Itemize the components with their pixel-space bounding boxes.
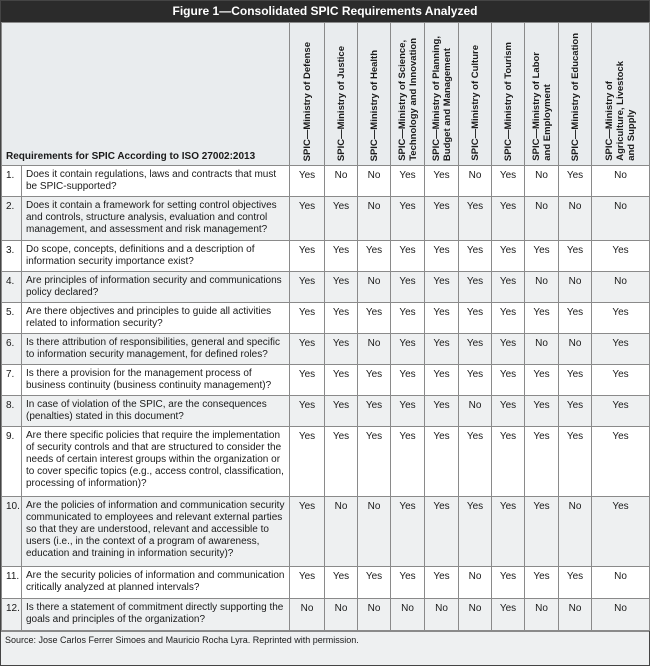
answer-cell: Yes <box>425 241 459 272</box>
answer-cell: Yes <box>325 567 358 599</box>
answer-cell: Yes <box>391 272 425 303</box>
ministry-header <box>425 23 459 166</box>
answer-cell: Yes <box>459 303 492 334</box>
answer-cell: Yes <box>425 334 459 365</box>
answer-cell: No <box>459 166 492 197</box>
row-number: 7. <box>2 365 22 396</box>
answer-cell: No <box>525 334 559 365</box>
answer-cell: Yes <box>425 303 459 334</box>
answer-cell: Yes <box>592 427 650 497</box>
answer-cell: Yes <box>559 427 592 497</box>
header-row <box>2 23 650 166</box>
answer-cell: Yes <box>492 334 525 365</box>
answer-cell: Yes <box>290 166 325 197</box>
answer-cell: Yes <box>325 303 358 334</box>
answer-cell: Yes <box>290 396 325 427</box>
answer-cell: No <box>525 272 559 303</box>
ministry-label: SPIC—Ministry of Tourism <box>502 41 514 161</box>
answer-cell: No <box>592 272 650 303</box>
answer-cell: Yes <box>459 365 492 396</box>
answer-cell: Yes <box>325 272 358 303</box>
ministry-header <box>592 23 650 166</box>
answer-cell: No <box>559 334 592 365</box>
answer-cell: Yes <box>290 427 325 497</box>
ministry-header <box>525 23 559 166</box>
row-question: Are principles of information security and communications policy declared? <box>22 272 290 303</box>
table-row <box>2 427 650 497</box>
answer-cell: Yes <box>425 497 459 567</box>
row-question: In case of violation of the SPIC, are the consequences (penalties) stated in this document? <box>22 396 290 427</box>
answer-cell: Yes <box>391 241 425 272</box>
row-question: Does it contain a framework for setting control objectives and controls, structure analysis, evaluation and control management, and assessment and risk management? <box>22 197 290 241</box>
row-number: 12. <box>2 599 22 631</box>
ministry-header <box>290 23 325 166</box>
row-question: Does it contain regulations, laws and contracts that must be SPIC-supported? <box>22 166 290 197</box>
answer-cell: Yes <box>459 197 492 241</box>
answer-cell: Yes <box>358 427 391 497</box>
ministry-label: SPIC—Ministry of Culture <box>469 45 481 161</box>
ministry-header <box>492 23 525 166</box>
answer-cell: Yes <box>559 166 592 197</box>
answer-cell: Yes <box>559 241 592 272</box>
answer-cell: Yes <box>492 272 525 303</box>
answer-cell: No <box>425 599 459 631</box>
answer-cell: Yes <box>425 197 459 241</box>
answer-cell: No <box>358 599 391 631</box>
ministry-label: SPIC—Ministry of Education <box>569 32 581 161</box>
answer-cell: Yes <box>290 197 325 241</box>
answer-cell: Yes <box>325 334 358 365</box>
answer-cell: No <box>592 567 650 599</box>
answer-cell: Yes <box>290 241 325 272</box>
ministry-label: SPIC—Ministry of Justice <box>335 45 347 161</box>
answer-cell: Yes <box>391 166 425 197</box>
answer-cell: Yes <box>325 396 358 427</box>
answer-cell: Yes <box>492 241 525 272</box>
table-row <box>2 303 650 334</box>
ministry-label: SPIC—Ministry of Planning, Budget and Management <box>430 35 453 161</box>
answer-cell: Yes <box>492 365 525 396</box>
answer-cell: No <box>325 166 358 197</box>
answer-cell: Yes <box>425 396 459 427</box>
answer-cell: No <box>525 599 559 631</box>
answer-cell: Yes <box>492 396 525 427</box>
figure-title: Figure 1—Consolidated SPIC Requirements Analyzed <box>1 1 649 22</box>
answer-cell: No <box>459 599 492 631</box>
answer-cell: Yes <box>492 567 525 599</box>
answer-cell: Yes <box>290 303 325 334</box>
answer-cell: Yes <box>492 197 525 241</box>
answer-cell: Yes <box>358 241 391 272</box>
row-number: 11. <box>2 567 22 599</box>
answer-cell: No <box>358 334 391 365</box>
answer-cell: No <box>525 197 559 241</box>
answer-cell: Yes <box>358 365 391 396</box>
answer-cell: Yes <box>391 334 425 365</box>
row-number: 6. <box>2 334 22 365</box>
row-number: 2. <box>2 197 22 241</box>
answer-cell: Yes <box>425 427 459 497</box>
answer-cell: Yes <box>559 567 592 599</box>
answer-cell: Yes <box>391 197 425 241</box>
answer-cell: Yes <box>559 365 592 396</box>
answer-cell: Yes <box>391 427 425 497</box>
row-number: 10. <box>2 497 22 567</box>
row-question: Is there a provision for the management process of business continuity (business continuity management)? <box>22 365 290 396</box>
answer-cell: Yes <box>459 241 492 272</box>
answer-cell: Yes <box>525 303 559 334</box>
answer-cell: Yes <box>559 303 592 334</box>
answer-cell: No <box>358 497 391 567</box>
answer-cell: No <box>592 197 650 241</box>
answer-cell: Yes <box>592 365 650 396</box>
answer-cell: Yes <box>358 396 391 427</box>
table-row <box>2 334 650 365</box>
answer-cell: No <box>325 497 358 567</box>
table-row <box>2 599 650 631</box>
answer-cell: Yes <box>492 427 525 497</box>
ministry-header <box>325 23 358 166</box>
answer-cell: Yes <box>459 272 492 303</box>
row-question: Is there attribution of responsibilities, general and specific to information security management, for defined roles? <box>22 334 290 365</box>
ministry-label: SPIC—Ministry of Defense <box>301 41 313 161</box>
ministry-label: SPIC—Ministry of Agriculture, Livestock and Supply <box>604 61 637 161</box>
answer-cell: Yes <box>525 567 559 599</box>
row-question: Is there a statement of commitment directly supporting the goals and principles of the organization? <box>22 599 290 631</box>
answer-cell: Yes <box>391 567 425 599</box>
answer-cell: No <box>358 166 391 197</box>
answer-cell: No <box>325 599 358 631</box>
ministry-header <box>358 23 391 166</box>
answer-cell: Yes <box>391 497 425 567</box>
ministry-header <box>459 23 492 166</box>
answer-cell: Yes <box>425 567 459 599</box>
answer-cell: Yes <box>290 567 325 599</box>
ministry-header <box>391 23 425 166</box>
answer-cell: Yes <box>290 334 325 365</box>
table-row <box>2 197 650 241</box>
answer-cell: Yes <box>391 303 425 334</box>
table-row <box>2 241 650 272</box>
answer-cell: Yes <box>459 334 492 365</box>
ministry-label: SPIC—Ministry of Labor and Employment <box>530 52 553 161</box>
answer-cell: No <box>592 599 650 631</box>
answer-cell: No <box>559 272 592 303</box>
answer-cell: Yes <box>492 166 525 197</box>
table-body <box>2 166 650 631</box>
answer-cell: Yes <box>592 497 650 567</box>
answer-cell: No <box>559 599 592 631</box>
row-question: Are the security policies of information and communication critically analyzed at planned intervals? <box>22 567 290 599</box>
answer-cell: Yes <box>525 365 559 396</box>
table-row <box>2 365 650 396</box>
answer-cell: Yes <box>592 241 650 272</box>
answer-cell: Yes <box>325 197 358 241</box>
row-number: 1. <box>2 166 22 197</box>
answer-cell: No <box>559 497 592 567</box>
answer-cell: Yes <box>459 427 492 497</box>
row-number: 4. <box>2 272 22 303</box>
answer-cell: Yes <box>425 365 459 396</box>
answer-cell: Yes <box>525 241 559 272</box>
table-row <box>2 497 650 567</box>
answer-cell: Yes <box>592 396 650 427</box>
answer-cell: No <box>592 166 650 197</box>
answer-cell: Yes <box>290 272 325 303</box>
row-number: 5. <box>2 303 22 334</box>
answer-cell: Yes <box>290 365 325 396</box>
answer-cell: Yes <box>492 303 525 334</box>
answer-cell: Yes <box>525 396 559 427</box>
answer-cell: No <box>358 272 391 303</box>
answer-cell: Yes <box>358 567 391 599</box>
table-row <box>2 567 650 599</box>
row-question: Do scope, concepts, definitions and a description of information security importance exist? <box>22 241 290 272</box>
row-question: Are the policies of information and communication security communicated to employees and relevant external parties so that they are understood, relevant and accessible to users (i.e., in the context of a program of awareness, education and training in information security)? <box>22 497 290 567</box>
answer-cell: Yes <box>525 427 559 497</box>
ministry-label: SPIC—Ministry of Health <box>368 49 380 161</box>
answer-cell: Yes <box>425 272 459 303</box>
answer-cell: Yes <box>425 166 459 197</box>
requirements-table <box>1 22 650 631</box>
table-row <box>2 396 650 427</box>
table-row <box>2 272 650 303</box>
row-number: 8. <box>2 396 22 427</box>
row-number: 9. <box>2 427 22 497</box>
answer-cell: Yes <box>492 599 525 631</box>
answer-cell: No <box>391 599 425 631</box>
answer-cell: Yes <box>325 241 358 272</box>
row-question: Are there specific policies that require the implementation of security controls and that are structured to consider the needs of certain interest groups within the organization or to cover specific topics (e.g., access control, classification, processing of information)? <box>22 427 290 497</box>
answer-cell: Yes <box>592 334 650 365</box>
answer-cell: No <box>358 197 391 241</box>
answer-cell: Yes <box>592 303 650 334</box>
answer-cell: Yes <box>391 396 425 427</box>
row-question: Are there objectives and principles to guide all activities related to information security? <box>22 303 290 334</box>
answer-cell: Yes <box>358 303 391 334</box>
table-row <box>2 166 650 197</box>
answer-cell: Yes <box>559 396 592 427</box>
answer-cell: Yes <box>492 497 525 567</box>
row-number: 3. <box>2 241 22 272</box>
answer-cell: Yes <box>391 365 425 396</box>
answer-cell: No <box>525 166 559 197</box>
answer-cell: Yes <box>525 497 559 567</box>
answer-cell: Yes <box>290 497 325 567</box>
answer-cell: Yes <box>325 427 358 497</box>
ministry-label: SPIC—Ministry of Science, Technology and Innovation <box>396 38 419 161</box>
answer-cell: No <box>459 396 492 427</box>
answer-cell: No <box>459 567 492 599</box>
source-note: Source: Jose Carlos Ferrer Simoes and Mauricio Rocha Lyra. Reprinted with permission. <box>1 631 649 649</box>
requirements-header: Requirements for SPIC According to ISO 27002:2013 <box>2 23 290 166</box>
answer-cell: Yes <box>325 365 358 396</box>
answer-cell: No <box>559 197 592 241</box>
ministry-header <box>559 23 592 166</box>
answer-cell: No <box>290 599 325 631</box>
answer-cell: Yes <box>459 497 492 567</box>
